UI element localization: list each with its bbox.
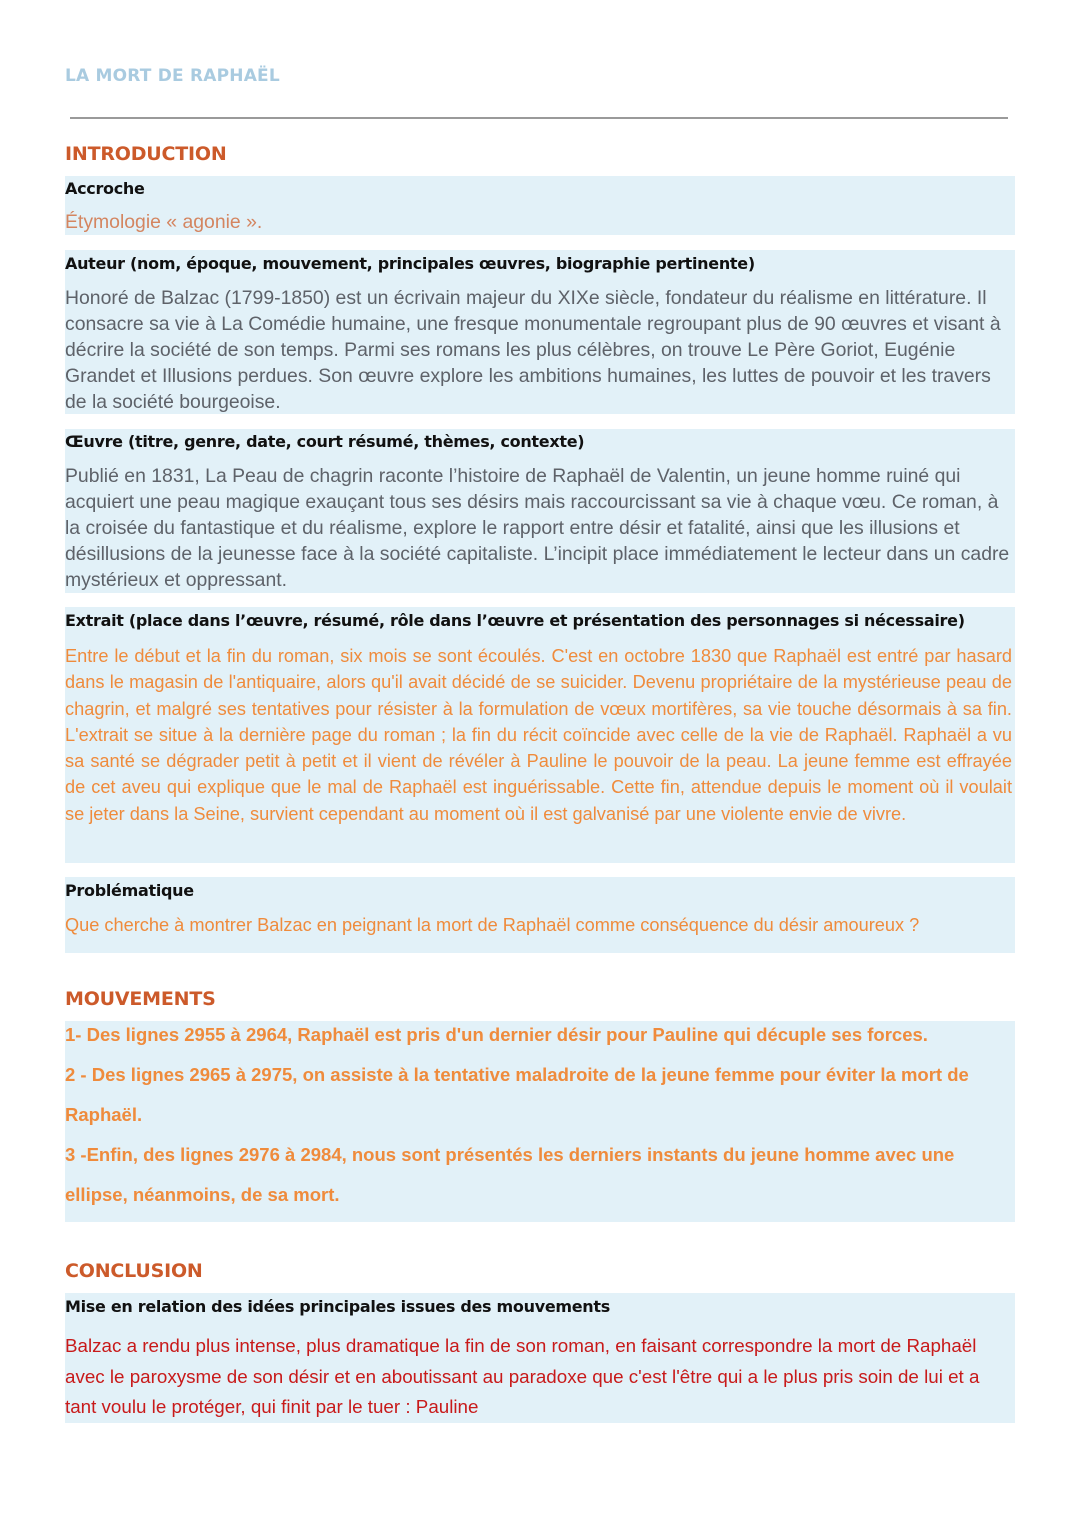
mouvements-heading: MOUVEMENTS xyxy=(65,988,216,1010)
introduction-heading: INTRODUCTION xyxy=(65,143,227,165)
title-divider xyxy=(70,117,1008,119)
accroche-text: Étymologie « agonie ». xyxy=(65,211,263,233)
accroche-label: Accroche xyxy=(65,179,145,198)
mouvement-item: 3 -Enfin, des lignes 2976 à 2984, nous sont présentés les derniers instants du jeune homme avec une xyxy=(65,1144,955,1165)
mouvement-item: 2 - Des lignes 2965 à 2975, on assiste à la tentative maladroite de la jeune femme pour éviter la mort de xyxy=(65,1064,969,1085)
mouvement-item: 1- Des lignes 2955 à 2964, Raphaël est pris d'un dernier désir pour Pauline qui décuple ses forces. xyxy=(65,1024,928,1045)
extrait-label: Extrait (place dans l’œuvre, résumé, rôle dans l’œuvre et présentation des personnages si nécessaire) xyxy=(65,611,965,630)
oeuvre-text: Publié en 1831, La Peau de chagrin raconte l’histoire de Raphaël de Valentin, un jeune homme ruiné qui acquiert une peau magique exauçant tous ses désirs mais raccourcissant sa vie à chaque vœu. Ce roman, à la croisée du fantastique et du réalisme, explore le rapport entre désir et fatalité, ainsi que les illusions et désillusions de la jeunesse face à la société capitaliste. L’incipit place immédiatement le lecteur dans un cadre mystérieux et oppressant. xyxy=(65,465,1010,591)
mouvement-item: ellipse, néanmoins, de sa mort. xyxy=(65,1184,340,1205)
conclusion-label: Mise en relation des idées principales issues des mouvements xyxy=(65,1297,610,1316)
conclusion-heading: CONCLUSION xyxy=(65,1260,203,1282)
oeuvre-label: Œuvre (titre, genre, date, court résumé, thèmes, contexte) xyxy=(65,432,585,451)
auteur-label: Auteur (nom, époque, mouvement, principales œuvres, biographie pertinente) xyxy=(65,254,755,273)
auteur-text: Honoré de Balzac (1799-1850) est un écrivain majeur du XIXe siècle, fondateur du réalisme en littérature. Il consacre sa vie à La Comédie humaine, une fresque monumentale regroupant plus de 90 œuvres et visant à décrire la société de son temps. Parmi ses romans les plus célèbres, on trouve Le Père Goriot, Eugénie Grandet et Illusions perdues. Son œuvre explore les ambitions humaines, les luttes de pouvoir et les travers de la société bourgeoise. xyxy=(65,287,1001,413)
conclusion-text: Balzac a rendu plus intense, plus dramatique la fin de son roman, en faisant correspondre la mort de Raphaël avec le paroxysme de son désir et en aboutissant au paradoxe que c'est l'être qui a le plus pris soin de lui et a tant voulu le protéger, qui finit par le tuer : Pauline xyxy=(65,1335,980,1417)
extrait-text: Entre le début et la fin du roman, six mois se sont écoulés. C'est en octobre 1830 que Raphaël est entré par hasard dans le magasin de l'antiquaire, alors qu'il avait décidé de se suicider. Devenu propriétaire de la mystérieuse peau de chagrin, et malgré ses tentatives pour résister à la formulation de vœux mortifères, sa vie touche désormais à sa fin. L'extrait se situe à la dernière page du roman ; la fin du récit coïncide avec celle de la vie de Raphaël. Raphaël a vu sa santé se dégrader petit à petit et il vient de révéler à Pauline le pouvoir de la peau. La jeune femme est effrayée de cet aveu qui explique que le mal de Raphaël est inguérissable. Cette fin, attendue depuis le moment où il voulait se jeter dans la Seine, survient cependant au moment où il est galvanisé par une violente envie de vivre. xyxy=(65,646,1012,824)
document-title: LA MORT DE RAPHAËL xyxy=(65,66,280,86)
problematique-text: Que cherche à montrer Balzac en peignant la mort de Raphaël comme conséquence du désir amoureux ? xyxy=(65,915,920,935)
mouvement-item: Raphaël. xyxy=(65,1104,143,1125)
problematique-label: Problématique xyxy=(65,881,194,900)
